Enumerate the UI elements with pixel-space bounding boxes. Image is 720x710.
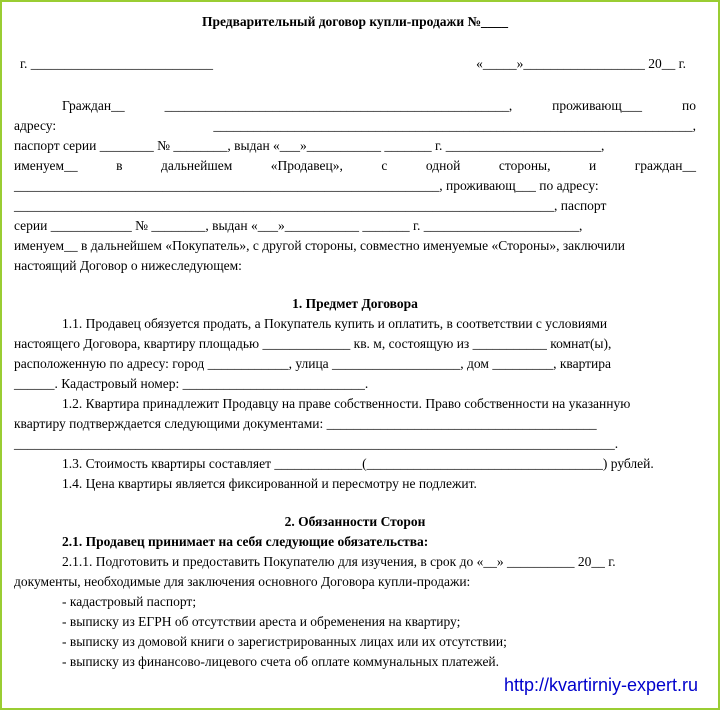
clause-1-1-line-1: 1.1. Продавец обязуется продать, а Покупатель купить и оплатить, в соответствии с условиями bbox=[62, 316, 608, 331]
buyer-line-5: настоящий Договор о нижеследующем: bbox=[14, 258, 242, 273]
seller-line-4: именуем__ в дальнейшем «Продавец», с одной стороны, и граждан__ bbox=[14, 158, 696, 173]
clause-1-2-line-3: _________________________________________________________________________________________. bbox=[14, 436, 619, 451]
list-item: - кадастровый паспорт; bbox=[62, 594, 197, 609]
list-item: - выписку из домовой книги о зарегистрированных лицах или их отсутствии; bbox=[62, 634, 507, 649]
section-2-subheading: 2.1. Продавец принимает на себя следующие обязательства: bbox=[62, 534, 429, 549]
clause-1-1-line-4: ______. Кадастровый номер: ___________________________. bbox=[14, 376, 369, 391]
website-link[interactable]: http://kvartirniy-expert.ru bbox=[503, 675, 698, 695]
buyer-line-2: ________________________________________________________________________________, паспорт bbox=[14, 198, 607, 213]
clause-1-4: 1.4. Цена квартиры является фиксированной и пересмотру не подлежит. bbox=[62, 476, 477, 491]
clause-1-1-line-3: расположенную по адресу: город ____________, улица ___________________, дом _________, квартира bbox=[14, 356, 612, 371]
clause-1-2-line-2: квартиру подтверждается следующими документами: ________________________________________ bbox=[14, 416, 597, 431]
city-field: г. ___________________________ bbox=[20, 56, 214, 71]
document-title: Предварительный договор купли-продажи №____ bbox=[201, 14, 509, 29]
date-field: «_____»__________________ 20__ г. bbox=[476, 56, 686, 71]
clause-2-1-1-line-2: документы, необходимые для заключения основного Договора купли-продажи: bbox=[14, 574, 471, 589]
buyer-line-3: серии ____________ № ________, выдан «___»___________ _______ г. _______________________, bbox=[14, 218, 583, 233]
clause-2-1-1-line-1: 2.1.1. Подготовить и предоставить Покупателю для изучения, в срок до «__» __________ 20__ г. bbox=[62, 554, 616, 569]
seller-line-3: паспорт серии ________ № ________, выдан «___»___________ _______ г. _______________________, bbox=[14, 138, 605, 153]
seller-line-1: Граждан__ ___________________________________________________, проживающ___ по bbox=[62, 98, 696, 113]
buyer-line-1: _______________________________________________________________, проживающ___ по адресу: bbox=[14, 178, 599, 193]
clause-1-1-line-2: настоящего Договора, квартиру площадью _____________ кв. м, состоящую из ___________ комнат(ы), bbox=[14, 336, 612, 351]
clause-1-3: 1.3. Стоимость квартиры составляет _____________(___________________________________) рублей. bbox=[62, 456, 654, 471]
list-item: - выписку из ЕГРН об отсутствии ареста и обременения на квартиру; bbox=[62, 614, 461, 629]
buyer-line-4: именуем__ в дальнейшем «Покупатель», с другой стороны, совместно именуемые «Стороны», заключили bbox=[14, 238, 626, 253]
section-2-heading: 2. Обязанности Сторон bbox=[284, 514, 426, 529]
city-date-line bbox=[14, 56, 696, 72]
section-1-heading: 1. Предмет Договора bbox=[292, 296, 418, 311]
seller-line-2: адресу: _______________________________________________________________________, bbox=[14, 118, 696, 133]
clause-1-2-line-1: 1.2. Квартира принадлежит Продавцу на праве собственности. Право собственности на указанную bbox=[62, 396, 631, 411]
list-item: - выписку из финансово-лицевого счета об оплате коммунальных платежей. bbox=[62, 654, 500, 669]
